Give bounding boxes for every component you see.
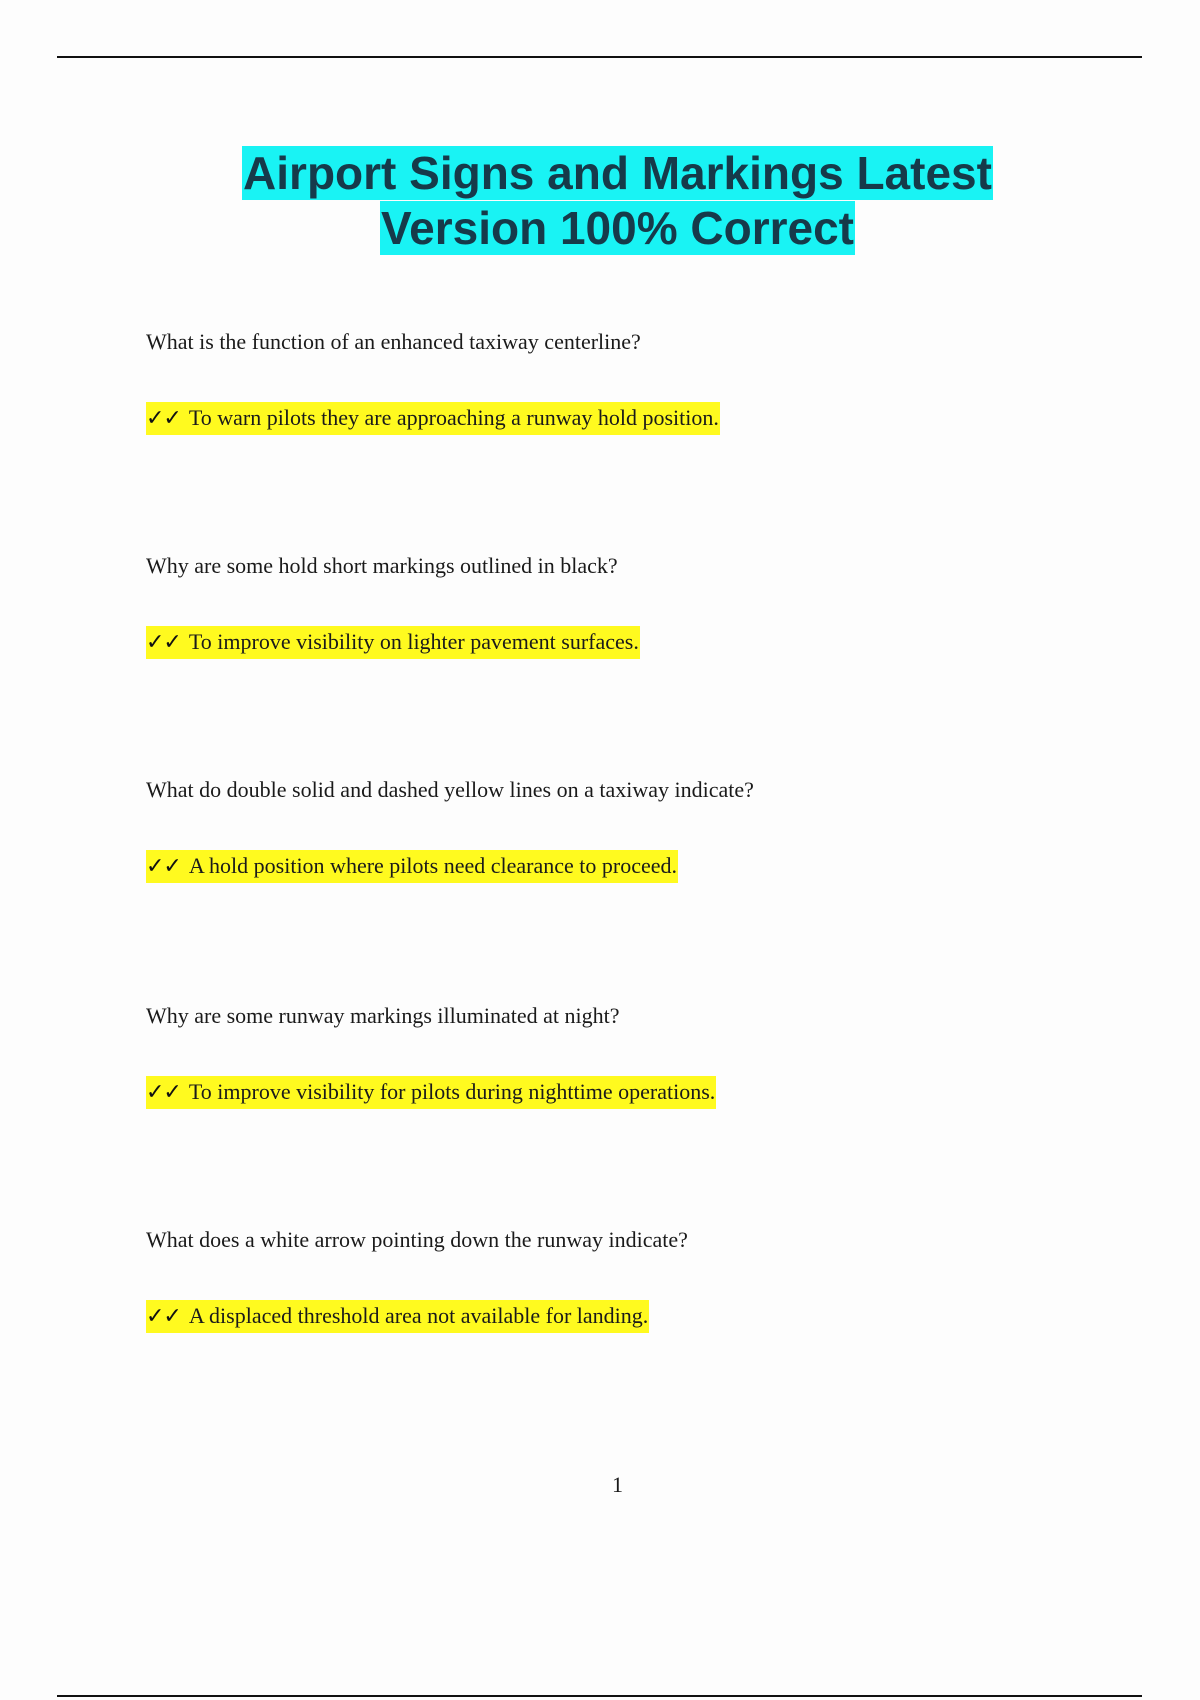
double-check-icon: ✓✓ [146, 1304, 181, 1329]
qa-item [146, 1002, 1146, 1109]
qa-item [146, 328, 1146, 435]
question-text: What is the function of an enhanced taxiway centerline? [146, 329, 641, 354]
answer-highlight [146, 850, 678, 883]
double-check-icon: ✓✓ [146, 630, 181, 655]
answer-highlight [146, 1076, 716, 1109]
answer-highlight [146, 402, 720, 435]
answer-highlight [146, 1300, 649, 1333]
double-check-icon: ✓✓ [146, 854, 181, 879]
double-check-icon: ✓✓ [146, 406, 181, 431]
qa-item [146, 552, 1146, 659]
title-line-2: Version 100% Correct [380, 202, 854, 254]
double-check-icon: ✓✓ [146, 1080, 181, 1105]
top-rule [57, 56, 1142, 58]
question-text: What does a white arrow pointing down the runway indicate? [146, 1227, 688, 1252]
qa-item [146, 1226, 1146, 1333]
document-title [0, 146, 1200, 256]
page-number: 1 [612, 1472, 623, 1497]
answer-text: A displaced threshold area not available for landing. [188, 1303, 649, 1328]
bottom-rule [57, 1695, 1142, 1697]
answer-highlight [146, 626, 640, 659]
question-text: Why are some hold short markings outlined in black? [146, 553, 618, 578]
question-text: What do double solid and dashed yellow lines on a taxiway indicate? [146, 777, 754, 802]
answer-text: A hold position where pilots need clearance to proceed. [188, 853, 677, 878]
answer-text: To warn pilots they are approaching a runway hold position. [188, 405, 719, 430]
question-text: Why are some runway markings illuminated at night? [146, 1003, 620, 1028]
answer-text: To improve visibility for pilots during nighttime operations. [188, 1079, 716, 1104]
qa-item [146, 776, 1146, 883]
title-line-1: Airport Signs and Markings Latest [243, 147, 992, 199]
answer-text: To improve visibility on lighter pavement surfaces. [188, 629, 639, 654]
